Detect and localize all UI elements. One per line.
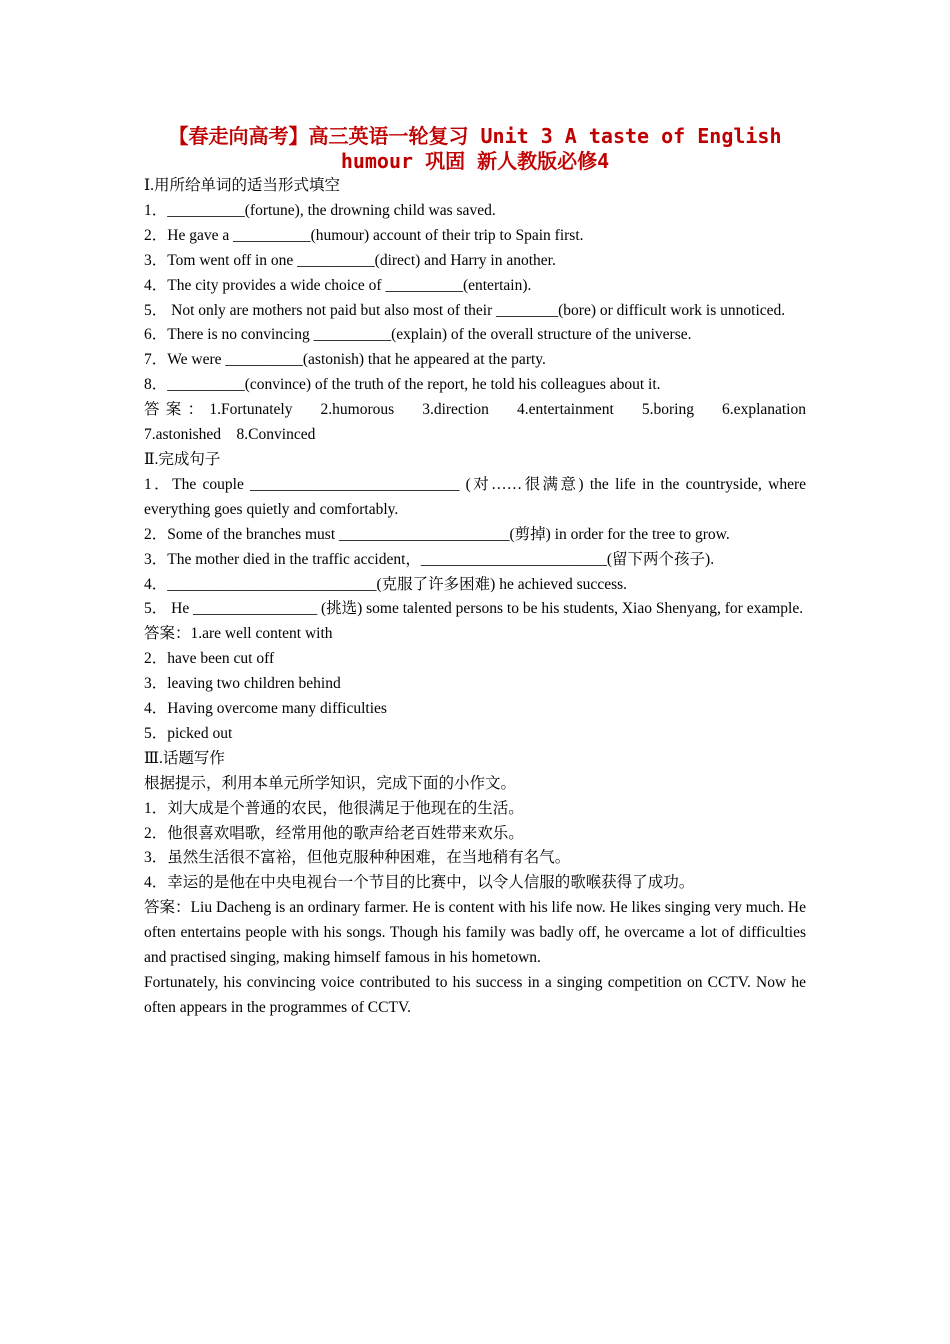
sample-answer-paragraph-2: Fortunately, his convincing voice contributed to his success in a singing competition on CCTV. Now he often appears in the programmes of CCTV. (144, 974, 806, 1016)
exercise-item: 1．The couple ___________________________ (对……很满意) the life in the countryside, where everything goes quietly and comfortably. (144, 475, 806, 518)
section-2-heading: Ⅱ.完成句子 (144, 450, 221, 468)
exercise-item: 8．__________(convince) of the truth of the report, he told his colleagues about it. (144, 376, 661, 394)
writing-point: 3．虽然生活很不富裕，但他克服种种困难，在当地稍有名气。 (144, 849, 571, 867)
answer-line: 答案：1.are well content with (144, 625, 333, 643)
exercise-item: 2．He gave a __________(humour) account of their trip to Spain first. (144, 226, 584, 244)
exercise-item: 4．___________________________(克服了许多困难) he achieved success. (144, 575, 628, 593)
writing-point: 1．刘大成是个普通的农民，他很满足于他现在的生活。 (144, 799, 524, 817)
section-1-answer: 答案：1.Fortunately 2.humorous 3.direction 4.entertainment 5.boring 6.explanation 7.astonished 8.Convinced (144, 401, 822, 444)
exercise-item: 5． He ________________ (挑选) some talented persons to be his students, Xiao Shenyang, for example. (144, 600, 804, 618)
title-line-2: humour 巩固 新人教版必修4 (340, 149, 610, 173)
section-3-heading: Ⅲ.话题写作 (144, 749, 225, 767)
writing-point: 4．幸运的是他在中央电视台一个节目的比赛中，以令人信服的歌喉获得了成功。 (144, 874, 695, 892)
exercise-item: 3．Tom went off in one __________(direct) and Harry in another. (144, 251, 556, 269)
exercise-item: 6．There is no convincing __________(explain) of the overall structure of the universe. (144, 326, 692, 344)
exercise-item: 2．Some of the branches must ______________________(剪掉) in order for the tree to grow. (144, 525, 730, 543)
answer-line: 2．have been cut off (144, 650, 275, 668)
sample-answer-paragraph-1: 答案：Liu Dacheng is an ordinary farmer. He is content with his life now. He likes singing very much. He often entertains people with his songs. Though his family was badly off, he overcame a lot of difficulties and practised singing, making himself famous in his hometown. (144, 899, 806, 967)
section-1-heading: Ⅰ.用所给单词的适当形式填空 (144, 177, 340, 194)
exercise-item: 4．The city provides a wide choice of __________(entertain). (144, 276, 532, 294)
document-title (144, 124, 806, 174)
writing-point: 2．他很喜欢唱歌，经常用他的歌声给老百姓带来欢乐。 (144, 824, 524, 842)
exercise-item: 5． Not only are mothers not paid but also most of their ________(bore) or difficult work is unnoticed. (144, 301, 786, 319)
answer-line: 5．picked out (144, 724, 233, 742)
answer-line: 4．Having overcome many difficulties (144, 700, 387, 718)
exercise-item: 7．We were __________(astonish) that he appeared at the party. (144, 351, 546, 369)
exercise-item: 1．__________(fortune), the drowning child was saved. (144, 201, 496, 219)
document-page (144, 124, 822, 1021)
exercise-item: 3．The mother died in the traffic accident，________________________(留下两个孩子). (144, 550, 715, 568)
title-line-1: 【春走向高考】高三英语一轮复习 Unit 3 A taste of English (168, 124, 782, 148)
answer-line: 3．leaving two children behind (144, 675, 341, 693)
writing-prompt: 根据提示，利用本单元所学知识，完成下面的小作文。 (144, 774, 517, 792)
